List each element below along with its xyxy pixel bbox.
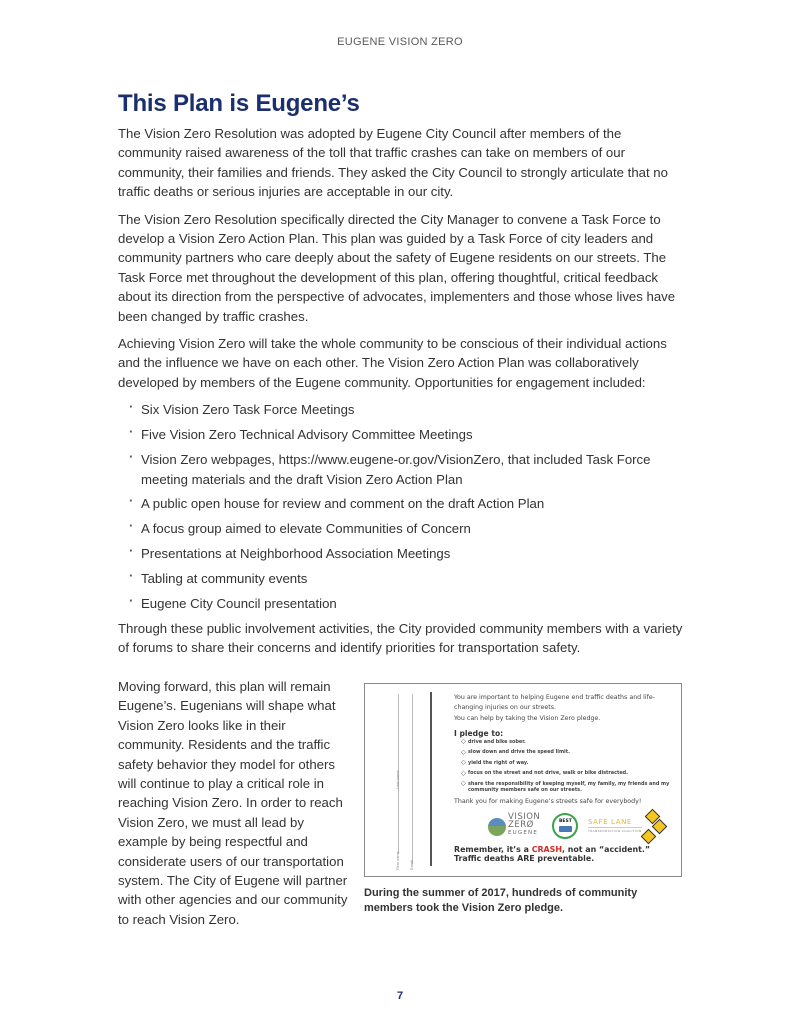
list-item: · Five Vision Zero Technical Advisory Committee Meetings: [130, 425, 684, 444]
partner-logos: VISION ZERØ EUGENE BEST SAFE LANE TRANSPORTATION COALITION: [454, 811, 676, 845]
paragraph-engagement-intro: Achieving Vision Zero will take the whole community to be conscious of their individual actions and the influence we have on each other. The Vision Zero Action Plan was collaboratively developed by members of the Eugene community. Opportunities for engagement included:: [118, 336, 667, 390]
paragraph-closing: Moving forward, this plan will remain Eugene’s. Eugenians will shape what Vision Zero looks like in their community. Residents and the traffic safety behavior they model for others will continue to play a critical role in reaching Vision Zero. In order to reach Vision Zero, we must all lead by example by being respectful and considerate users of our transportation system. The City of Eugene will partner with other agencies and our community to reach Vision Zero.: [118, 679, 348, 927]
list-item: · Tabling at community events: [130, 569, 684, 588]
paragraph-resolution: The Vision Zero Resolution was adopted by Eugene City Council after members of the community raised awareness of the toll that traffic crashes can take on members of our community, their families and friends. They asked the City Council to strongly articulate that no traffic deaths or serious injuries are acceptable in our city.: [118, 126, 668, 200]
list-item: · A focus group aimed to elevate Communities of Concern: [130, 519, 684, 538]
running-header: EUGENE VISION ZERO: [337, 36, 463, 48]
pledge-intro: You are important to helping Eugene end traffic deaths and life-changing injuries on our streets.: [454, 694, 656, 711]
list-item: · Eugene City Council presentation: [130, 594, 684, 613]
bus-icon: [559, 826, 572, 832]
paragraph-public-involvement: Through these public involvement activities, the City provided community members with a variety of forums to share their concerns and identify priorities for transportation safety.: [118, 620, 683, 656]
diamond-icon: ◇: [461, 737, 466, 745]
pledge-card-image: [364, 683, 682, 877]
best-logo: BEST: [552, 813, 578, 839]
engagement-list: [118, 400, 684, 613]
pledge-figure: [364, 683, 682, 915]
list-item: · Six Vision Zero Task Force Meetings: [130, 400, 684, 419]
diamond-icon: ◇: [461, 779, 466, 787]
page-title: This Plan is Eugene’s: [118, 90, 360, 117]
crash-reminder: Remember, it’s a CRASH, not an “accident.” Traffic deaths ARE preventable.: [454, 844, 651, 863]
pledge-item: ◇ slow down and drive the speed limit.: [461, 747, 570, 756]
pledge-invite: You can help by taking the Vision Zero pledge.: [454, 715, 601, 722]
traffic-signs-icon: [639, 809, 663, 843]
pledge-item: ◇ share the responsibility of keeping myself, my family, my friends and my community members safe on our streets.: [461, 779, 670, 793]
crash-highlight: CRASH: [531, 844, 562, 854]
pledge-item: ◇ yield the right of way.: [461, 758, 529, 766]
pledge-item: ◇ drive and bike sober.: [461, 737, 526, 745]
paragraph-task-force: The Vision Zero Resolution specifically directed the City Manager to convene a Task Force to develop a Vision Zero Action Plan. This plan was guided by a Task Force of city leaders and community partners who care deeply about the safety of Eugene residents on our streets. The Task Force met throughout the development of this plan, offering thoughtful, critical feedback about its direction from the perspective of advocates, implementers and those whose lives have been changed by traffic crashes.: [118, 211, 676, 324]
safe-lane-logo: SAFE LANE TRANSPORTATION COALITION: [588, 817, 642, 833]
email-label: Email: [409, 859, 414, 870]
diamond-icon: ◇: [461, 758, 466, 766]
page-number: 7: [396, 990, 404, 1002]
first-name-label: First name: [395, 851, 400, 870]
pledge-item: ◇ focus on the street and not drive, walk or bike distracted.: [461, 768, 629, 777]
diamond-icon: ◇: [461, 768, 466, 777]
main-content: [118, 90, 684, 666]
mountain-emblem-icon: [488, 818, 506, 836]
pledge-title: I pledge to:: [454, 728, 504, 738]
pledge-card-text: [454, 693, 676, 863]
list-item: · A public open house for review and comment on the draft Action Plan: [130, 494, 684, 513]
pedestrian-sign-icon: [641, 828, 657, 844]
list-item: · Presentations at Neighborhood Association Meetings: [130, 544, 684, 563]
list-item: · Vision Zero webpages, https://www.eugene-or.gov/VisionZero, that included Task Force meeting materials and the draft Vision Zero Action Plan: [130, 450, 684, 489]
figure-caption: During the summer of 2017, hundreds of community members took the Vision Zero pledge.: [364, 887, 638, 914]
pledge-thanks: Thank you for making Eugene’s streets safe for everybody!: [454, 797, 642, 805]
diamond-icon: ◇: [461, 747, 466, 756]
card-divider: [430, 692, 432, 866]
email-line: [412, 694, 413, 864]
last-name-label: Last name: [395, 770, 400, 789]
